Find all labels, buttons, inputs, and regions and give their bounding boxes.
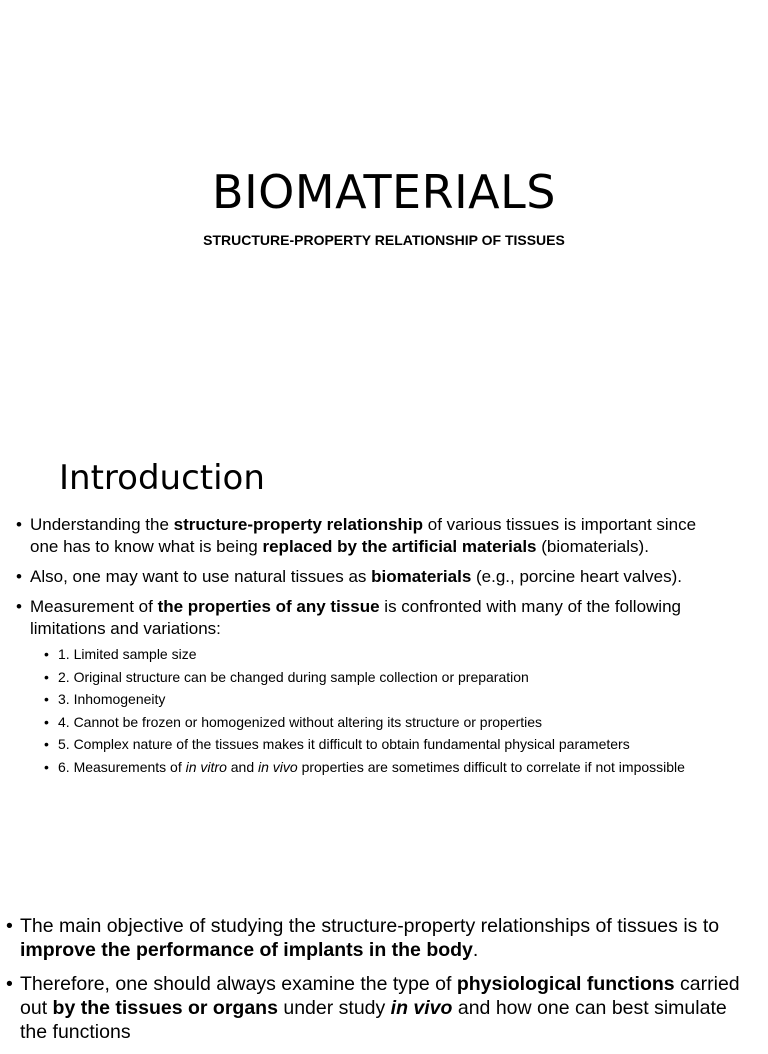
bullet-item [16, 514, 716, 558]
bullet-item [16, 566, 716, 588]
bullet-text: carried out [20, 973, 740, 1019]
bullet-line [30, 567, 682, 586]
slide-subtitle: STRUCTURE-PROPERTY RELATIONSHIP OF TISSUES [203, 232, 565, 248]
bullet-text: The main objective of studying the structure-property relationships of tissues is to [20, 915, 720, 937]
italic-text: in vitro [185, 758, 227, 775]
emphasis-text: replaced by the artificial materials [262, 537, 537, 556]
sub-bullet-item [44, 667, 716, 687]
emphasis-text: in vivo [390, 997, 453, 1019]
title-slide [0, 0, 768, 420]
bullet-text: . [472, 939, 479, 961]
sub-bullet-item [44, 734, 716, 754]
sub-bullet-text: 4. Cannot be frozen or homogenized without altering its structure or properties [58, 713, 543, 730]
bullet-text: under study [277, 997, 391, 1019]
sub-bullet-text: 1. Limited sample size [58, 646, 197, 662]
bullet-text: and how one can best simulate the functions [20, 997, 727, 1043]
sub-bullet-item [44, 757, 716, 777]
introduction-bullet-list [16, 514, 716, 780]
bullet-text: (e.g., porcine heart valves). [471, 567, 682, 586]
sub-bullet-text: and [226, 758, 258, 775]
slide-title: BIOMATERIALS [212, 165, 556, 219]
bullet-text: Also, one may want to use natural tissues as [30, 567, 372, 586]
sub-bullet-text: 3. Inhomogeneity [58, 691, 166, 708]
sub-bullet-text: 5. Complex nature of the tissues makes it difficult to obtain fundamental physical parameters [58, 736, 630, 753]
limitations-sublist [44, 644, 716, 777]
bullet-text: is confronted with many of the following limitations and variations: [30, 597, 681, 638]
sub-bullet-item [44, 712, 716, 732]
emphasis-text: by the tissues or organs [52, 997, 278, 1019]
bullet-text: Therefore, one should always examine the type of [20, 973, 457, 995]
bullet-line [20, 915, 719, 961]
bullet-text: Measurement of [30, 597, 158, 616]
sub-bullet-text: 2. Original structure can be changed during sample collection or preparation [58, 668, 529, 685]
emphasis-text: physiological functions [456, 973, 675, 995]
introduction-slide [0, 420, 768, 870]
sub-bullet-text: 6. Measurements of [58, 758, 186, 775]
bullet-item [16, 596, 716, 777]
bullet-item [6, 972, 746, 1044]
emphasis-text: improve the performance of implants in the body [20, 939, 473, 961]
emphasis-text: structure-property relationship [173, 515, 424, 534]
objective-bullet-list [6, 914, 746, 1054]
emphasis-text: the properties of any tissue [157, 597, 380, 616]
bullet-text: (biomaterials). [536, 537, 649, 556]
bullet-item [6, 914, 746, 962]
italic-text: in vivo [258, 758, 298, 775]
objective-slide [0, 870, 768, 1043]
bullet-text: Understanding the [30, 515, 174, 534]
sub-bullet-text: properties are sometimes difficult to correlate if not impossible [297, 758, 685, 775]
sub-bullet-item [44, 689, 716, 709]
bullet-line [30, 597, 681, 638]
emphasis-text: biomaterials [371, 567, 472, 586]
bullet-text: of various tissues is important since one has to know what is being [30, 515, 697, 556]
bullet-line [20, 973, 740, 1043]
sub-bullet-item [44, 644, 716, 664]
bullet-line [30, 515, 696, 556]
introduction-heading: Introduction [59, 458, 265, 498]
